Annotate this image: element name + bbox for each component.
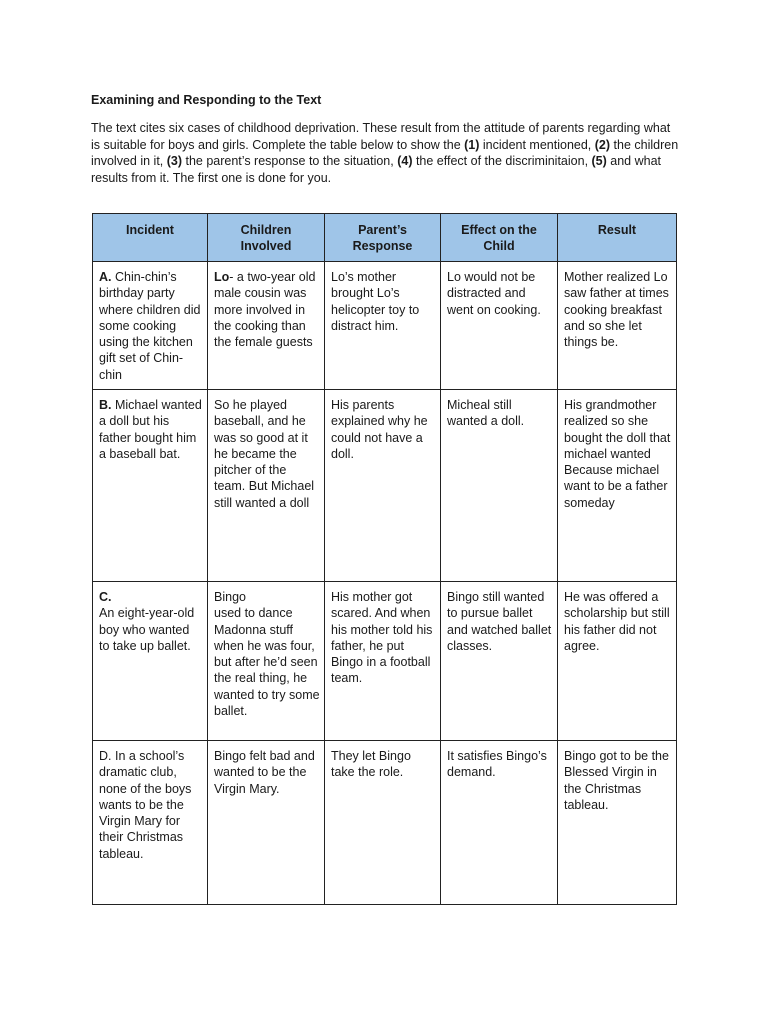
cell-text: Bingo	[214, 590, 246, 604]
cell-text: - a two-year old male cousin was more involved in the cooking than the female guests	[214, 270, 316, 350]
header-children-involved	[208, 214, 325, 262]
table-header-row	[93, 214, 677, 262]
intro-marker: (2)	[594, 137, 611, 152]
cell-text: His grandmother realized so she bought the doll that michael wanted	[564, 398, 671, 461]
cell-result: Mother realized Lo saw father at times cooking breakfast and so she let things be.	[558, 262, 677, 390]
cell-result: He was offered a scholarship but still his father did not agree.	[558, 582, 677, 741]
cell-response: His parents explained why he could not have a doll.	[325, 390, 441, 582]
intro-text: The text cites six cases of childhood deprivation. These result from the attitude of parents regarding what is suitable for boys and girls. Complete the table below to show the	[91, 121, 671, 152]
cell-text: Because michael want to be a father someday	[564, 463, 668, 510]
row-label: A.	[99, 270, 112, 284]
cell-response: His mother got scared. And when his mother told his father, he put Bingo in a football team.	[325, 582, 441, 741]
intro-text: and what results from it. The first one is done for you.	[91, 154, 662, 185]
header-line: Result	[597, 223, 637, 237]
cell-children: Bingo felt bad and wanted to be the Virgin Mary.	[208, 741, 325, 905]
cell-incident	[93, 390, 208, 582]
header-line: Child	[483, 239, 515, 254]
intro-text: the effect of the discriminitaion,	[412, 154, 592, 169]
intro-marker: (5)	[591, 154, 607, 169]
header-effect-on-child	[441, 214, 558, 262]
section-heading: Examining and Responding to the Text	[91, 93, 322, 107]
table-row	[93, 390, 677, 582]
cell-effect: It satisfies Bingo’s demand.	[441, 741, 558, 905]
intro-marker: (4)	[397, 154, 413, 169]
header-line: Children	[240, 223, 292, 237]
cell-incident: D. In a school’s dramatic club, none of the boys wants to be the Virgin Mary for their Christmas tableau.	[93, 741, 208, 905]
intro-text: the parent’s response to the situation,	[182, 154, 398, 169]
cell-result	[558, 390, 677, 582]
cell-response: Lo’s mother brought Lo’s helicopter toy to distract him.	[325, 262, 441, 390]
header-line: Parent’s	[358, 223, 407, 237]
header-parents-response	[325, 214, 441, 262]
cell-text: Chin-chin’s birthday party where children did some cooking using the kitchen gift set of Chin-chin	[99, 270, 201, 382]
intro-text: incident mentioned,	[479, 137, 595, 152]
cell-effect: Bingo still wanted to pursue ballet and watched ballet classes.	[441, 582, 558, 741]
child-name: Lo	[214, 270, 230, 284]
cell-incident	[93, 582, 208, 741]
intro-text: the children involved in it,	[91, 137, 679, 169]
intro-marker: (1)	[464, 137, 480, 152]
cell-effect: Micheal still wanted a doll.	[441, 390, 558, 582]
table-row	[93, 741, 677, 905]
intro-marker: (3)	[166, 154, 183, 169]
header-result	[558, 214, 677, 262]
cell-response: They let Bingo take the role.	[325, 741, 441, 905]
table-row	[93, 262, 677, 390]
cell-text: Michael wanted a doll but his father bought him a baseball bat.	[99, 398, 202, 461]
header-line: Involved	[240, 239, 292, 254]
cell-children	[208, 582, 325, 741]
cell-text: used to dance Madonna stuff when he was four, but after he’d seen the real thing, he wanted to try some ballet.	[214, 606, 320, 719]
cell-children	[208, 262, 325, 390]
header-line: Incident	[126, 223, 174, 237]
cell-children: So he played baseball, and he was so good at it he became the pitcher of the team. But Michael still wanted a doll	[208, 390, 325, 582]
row-label: B.	[99, 398, 112, 412]
cell-effect: Lo would not be distracted and went on cooking.	[441, 262, 558, 390]
table-row	[93, 582, 677, 741]
header-line: Response	[352, 239, 413, 254]
cell-incident	[93, 262, 208, 390]
cell-text: An eight-year-old boy who wanted to take up ballet.	[99, 606, 195, 653]
header-line: Effect on the	[461, 223, 537, 237]
row-label: C.	[99, 590, 112, 604]
cell-result: Bingo got to be the Blessed Virgin in the Christmas tableau.	[558, 741, 677, 905]
instructions-paragraph	[91, 120, 681, 186]
deprivation-table	[92, 213, 677, 905]
header-incident	[93, 214, 208, 262]
